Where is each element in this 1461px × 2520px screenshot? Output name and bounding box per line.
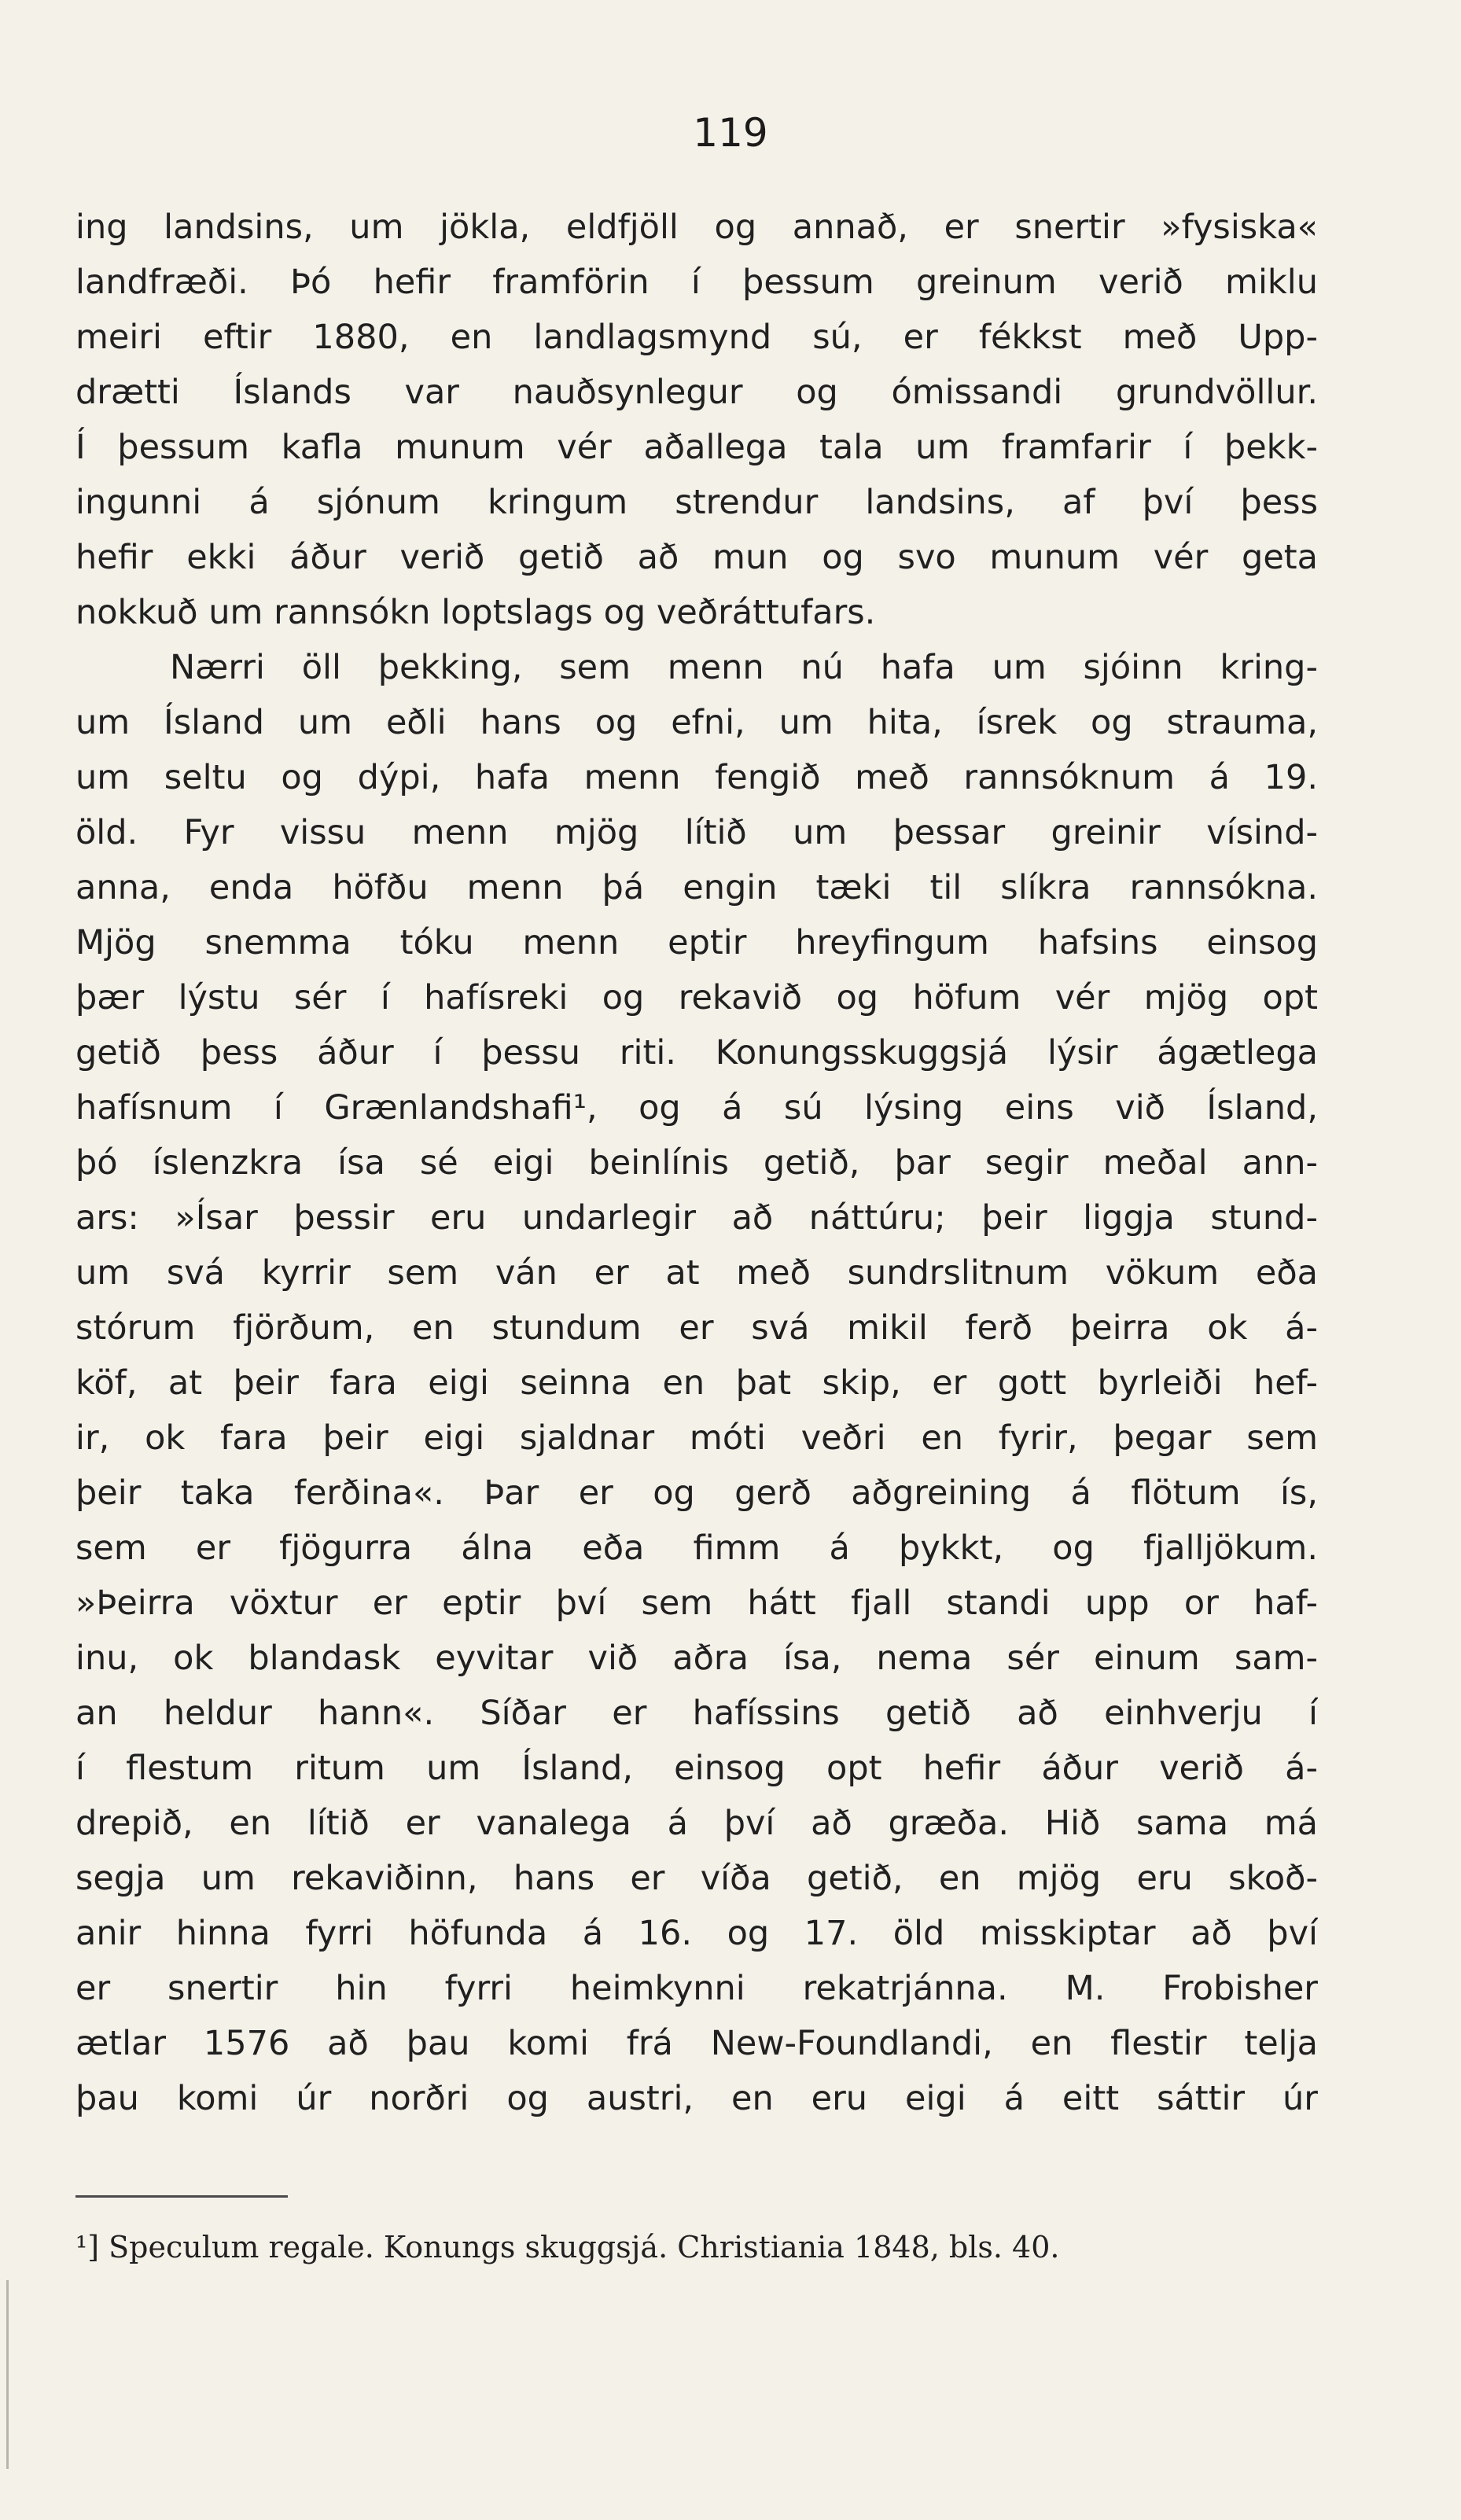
text-line: um seltu og dýpi, hafa menn fengið með rannsóknum á 19. <box>75 758 1318 797</box>
text-line: anna, enda höfðu menn þá engin tæki til slíkra rannsókna. <box>75 868 1318 907</box>
text-line: ing landsins, um jökla, eldfjöll og annað, er snertir »fysiska« <box>75 208 1318 247</box>
text-line: ars: »Ísar þessir eru undarlegir að náttúru; þeir liggja stund- <box>75 1198 1318 1238</box>
text-line: segja um rekaviðinn, hans er víða getið, en mjög eru skoð- <box>75 1859 1318 1898</box>
text-line: drepið, en lítið er vanalega á því að græða. Hið sama má <box>75 1804 1318 1843</box>
footnote-divider <box>75 2195 288 2198</box>
text-line: anir hinna fyrri höfunda á 16. og 17. öld misskiptar að því <box>75 1914 1318 1953</box>
text-line: þeir taka ferðina«. Þar er og gerð aðgreining á flötum ís, <box>75 1473 1318 1513</box>
text-line: hafísnum í Grænlandshafi¹, og á sú lýsing eins við Ísland, <box>75 1088 1318 1128</box>
text-line: þó íslenzkra ísa sé eigi beinlínis getið, þar segir meðal ann- <box>75 1143 1318 1183</box>
text-line: »Þeirra vöxtur er eptir því sem hátt fjall standi upp or haf- <box>75 1584 1318 1623</box>
text-line: um svá kyrrir sem ván er at með sundrslitnum vökum eða <box>75 1253 1318 1293</box>
text-line: þær lýstu sér í hafísreki og rekavið og höfum vér mjög opt <box>75 978 1318 1017</box>
text-line: hefir ekki áður verið getið að mun og svo munum vér geta <box>75 538 1318 577</box>
text-line: ingunni á sjónum kringum strendur landsins, af því þess <box>75 483 1318 522</box>
text-line: stórum fjörðum, en stundum er svá mikil ferð þeirra ok á- <box>75 1308 1318 1348</box>
text-line: Mjög snemma tóku menn eptir hreyfingum hafsins einsog <box>75 923 1318 962</box>
page-number: 119 <box>693 110 768 156</box>
footnote: ¹] Speculum regale. Konungs skuggsjá. Christiania 1848, bls. 40. <box>75 2230 1060 2264</box>
text-line: getið þess áður í þessu riti. Konungsskuggsjá lýsir ágætlega <box>75 1033 1318 1072</box>
text-line: um Ísland um eðli hans og efni, um hita, ísrek og strauma, <box>75 703 1318 742</box>
text-line: er snertir hin fyrri heimkynni rekatrjánna. M. Frobisher <box>75 1969 1318 2008</box>
text-line: köf, at þeir fara eigi seinna en þat skip, er gott byrleiði hef- <box>75 1363 1318 1403</box>
text-line: sem er fjögurra álna eða fimm á þykkt, og fjalljökum. <box>75 1529 1318 1568</box>
text-line: öld. Fyr vissu menn mjög lítið um þessar greinir vísind- <box>75 813 1318 852</box>
text-line: þau komi úr norðri og austri, en eru eigi á eitt sáttir úr <box>75 2079 1318 2118</box>
text-line: nokkuð um rannsókn loptslags og veðráttufars. <box>75 593 876 632</box>
text-line: ir, ok fara þeir eigi sjaldnar móti veðri en fyrir, þegar sem <box>75 1418 1318 1458</box>
text-line: ætlar 1576 að þau komi frá New-Foundlandi, en flestir telja <box>75 2024 1318 2063</box>
body-text <box>75 200 1318 2126</box>
paragraph-start-line: Nærri öll þekking, sem menn nú hafa um sjóinn kring- <box>170 648 1318 687</box>
scan-edge-mark <box>6 2280 9 2469</box>
text-line: landfræði. Þó hefir framförin í þessum greinum verið miklu <box>75 263 1318 302</box>
text-line: drætti Íslands var nauðsynlegur og ómissandi grundvöllur. <box>75 373 1318 412</box>
text-line: an heldur hann«. Síðar er hafíssins getið að einhverju í <box>75 1694 1318 1733</box>
text-line: Í þessum kafla munum vér aðallega tala um framfarir í þekk- <box>75 428 1318 467</box>
text-line: í flestum ritum um Ísland, einsog opt hefir áður verið á- <box>75 1749 1318 1788</box>
text-line: inu, ok blandask eyvitar við aðra ísa, nema sér einum sam- <box>75 1639 1318 1678</box>
text-line: meiri eftir 1880, en landlagsmynd sú, er fékkst með Upp- <box>75 318 1318 357</box>
